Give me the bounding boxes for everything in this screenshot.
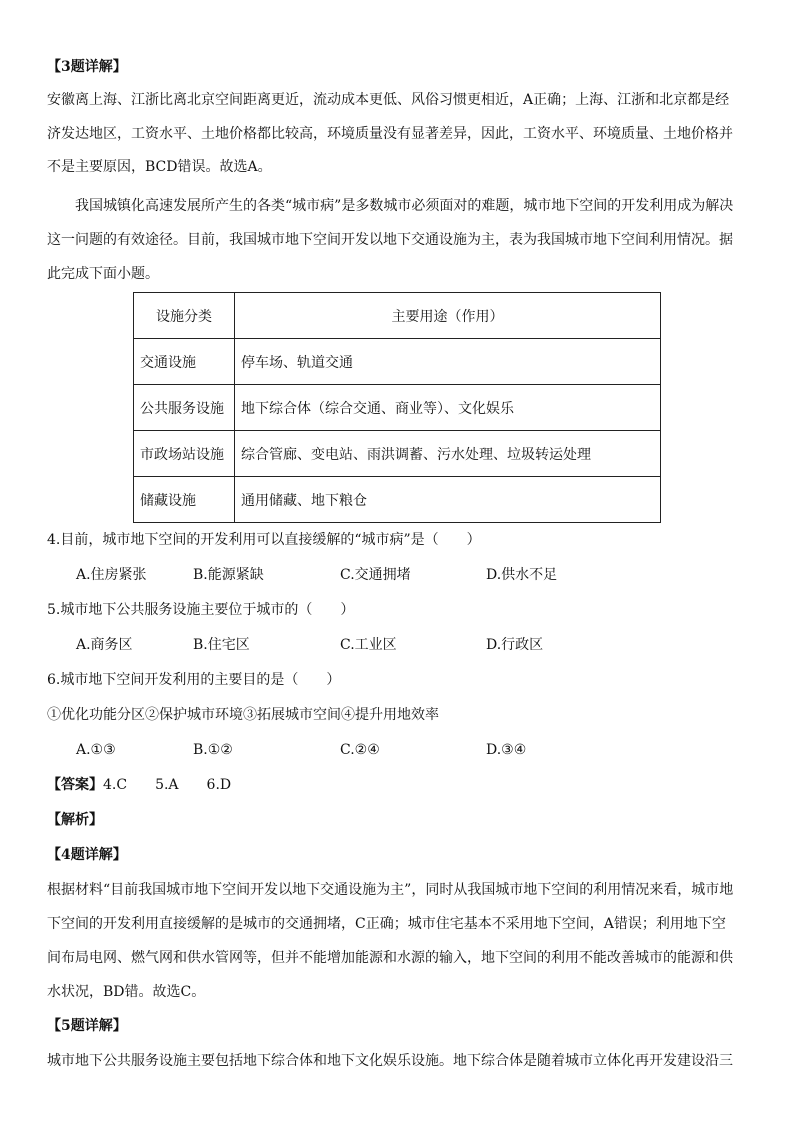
- facility-usage-table: [133, 292, 661, 523]
- table-header-cell: 设施分类: [134, 293, 235, 339]
- option-c: C.交通拥堵: [340, 567, 411, 583]
- table-cell: 储藏设施: [134, 477, 235, 523]
- option-c: C.工业区: [340, 637, 397, 653]
- table-row: [134, 477, 661, 523]
- table-cell: 公共服务设施: [134, 385, 235, 431]
- option-a: A.住房紧张: [76, 567, 147, 583]
- q4-detail-line: 间布局电网、燃气网和供水管网等，但并不能增加能源和水源的输入，地下空间的利用不能改善城市的能源和供: [47, 950, 733, 966]
- table-header-row: [134, 293, 661, 339]
- option-d: D.③④: [486, 742, 527, 758]
- q4-detail-line: 根据材料“目前我国城市地下空间开发以地下交通设施为主”，同时从我国城市地下空间的利用情况来看，城市地: [47, 882, 734, 898]
- table-row: [134, 385, 661, 431]
- table-row: [134, 431, 661, 477]
- table-cell: 停车场、轨道交通: [235, 339, 661, 385]
- q3-detail-heading: 【3题详解】: [47, 59, 127, 75]
- table-cell: 综合管廊、变电站、雨洪调蓄、污水处理、垃圾转运处理: [235, 431, 661, 477]
- material-line: 我国城镇化高速发展所产生的各类“城市病”是多数城市必须面对的难题，城市地下空间的开发利用成为解决: [75, 198, 734, 214]
- q5-detail-line: 城市地下公共服务设施主要包括地下综合体和地下文化娱乐设施。地下综合体是随着城市立体化再开发建设沿三: [47, 1053, 733, 1069]
- answer-value: 6.D: [206, 777, 232, 793]
- table-cell: 市政场站设施: [134, 431, 235, 477]
- q4-detail-line: 水状况，BD错。故选C。: [47, 984, 206, 1000]
- q4-detail-line: 下空间的开发利用直接缓解的是城市的交通拥堵，C正确；城市住宅基本不采用地下空间，A错误；利用地下空: [47, 916, 726, 932]
- option-a: A.商务区: [76, 637, 133, 653]
- option-d: D.行政区: [486, 637, 544, 653]
- table-header-cell: 主要用途（作用）: [235, 293, 661, 339]
- answer-value: 5.A: [155, 777, 179, 793]
- table-cell: 地下综合体（综合交通、商业等）、文化娱乐: [235, 385, 661, 431]
- table-row: [134, 339, 661, 385]
- question-6-stem: 6.城市地下空间开发利用的主要目的是（ ）: [47, 672, 341, 688]
- option-d: D.供水不足: [486, 567, 558, 583]
- option-b: B.①②: [193, 742, 233, 758]
- option-b: B.能源紧缺: [193, 567, 264, 583]
- option-b: B.住宅区: [193, 637, 250, 653]
- question-4-stem: 4.目前，城市地下空间的开发利用可以直接缓解的“城市病”是（ ）: [47, 532, 481, 548]
- q3-detail-line: 不是主要原因，BCD错误。故选A。: [47, 159, 272, 175]
- answer-line: [47, 775, 231, 795]
- option-c: C.②④: [340, 742, 380, 758]
- q3-detail-line: 安徽离上海、江浙比离北京空间距离更近，流动成本更低、风俗习惯更相近，A正确；上海、江浙和北京都是经: [47, 92, 730, 108]
- table-cell: 通用储藏、地下粮仓: [235, 477, 661, 523]
- option-a: A.①③: [76, 742, 116, 758]
- q3-detail-line: 济发达地区，工资水平、土地价格都比较高，环境质量没有显著差异，因此，工资水平、环境质量、土地价格并: [47, 126, 733, 142]
- question-6-statements: ①优化功能分区②保护城市环境③拓展城市空间④提升用地效率: [47, 707, 439, 723]
- material-line: 这一问题的有效途径。目前，我国城市地下空间开发以地下交通设施为主，表为我国城市地下空间利用情况。据: [47, 232, 733, 248]
- analysis-heading: 【解析】: [47, 812, 103, 828]
- material-line: 此完成下面小题。: [47, 266, 159, 282]
- q4-detail-heading: 【4题详解】: [47, 847, 127, 863]
- answer-label: 【答案】: [47, 777, 103, 793]
- answer-value: 4.C: [103, 777, 128, 793]
- q5-detail-heading: 【5题详解】: [47, 1018, 127, 1034]
- question-5-stem: 5.城市地下公共服务设施主要位于城市的（ ）: [47, 602, 355, 618]
- table-cell: 交通设施: [134, 339, 235, 385]
